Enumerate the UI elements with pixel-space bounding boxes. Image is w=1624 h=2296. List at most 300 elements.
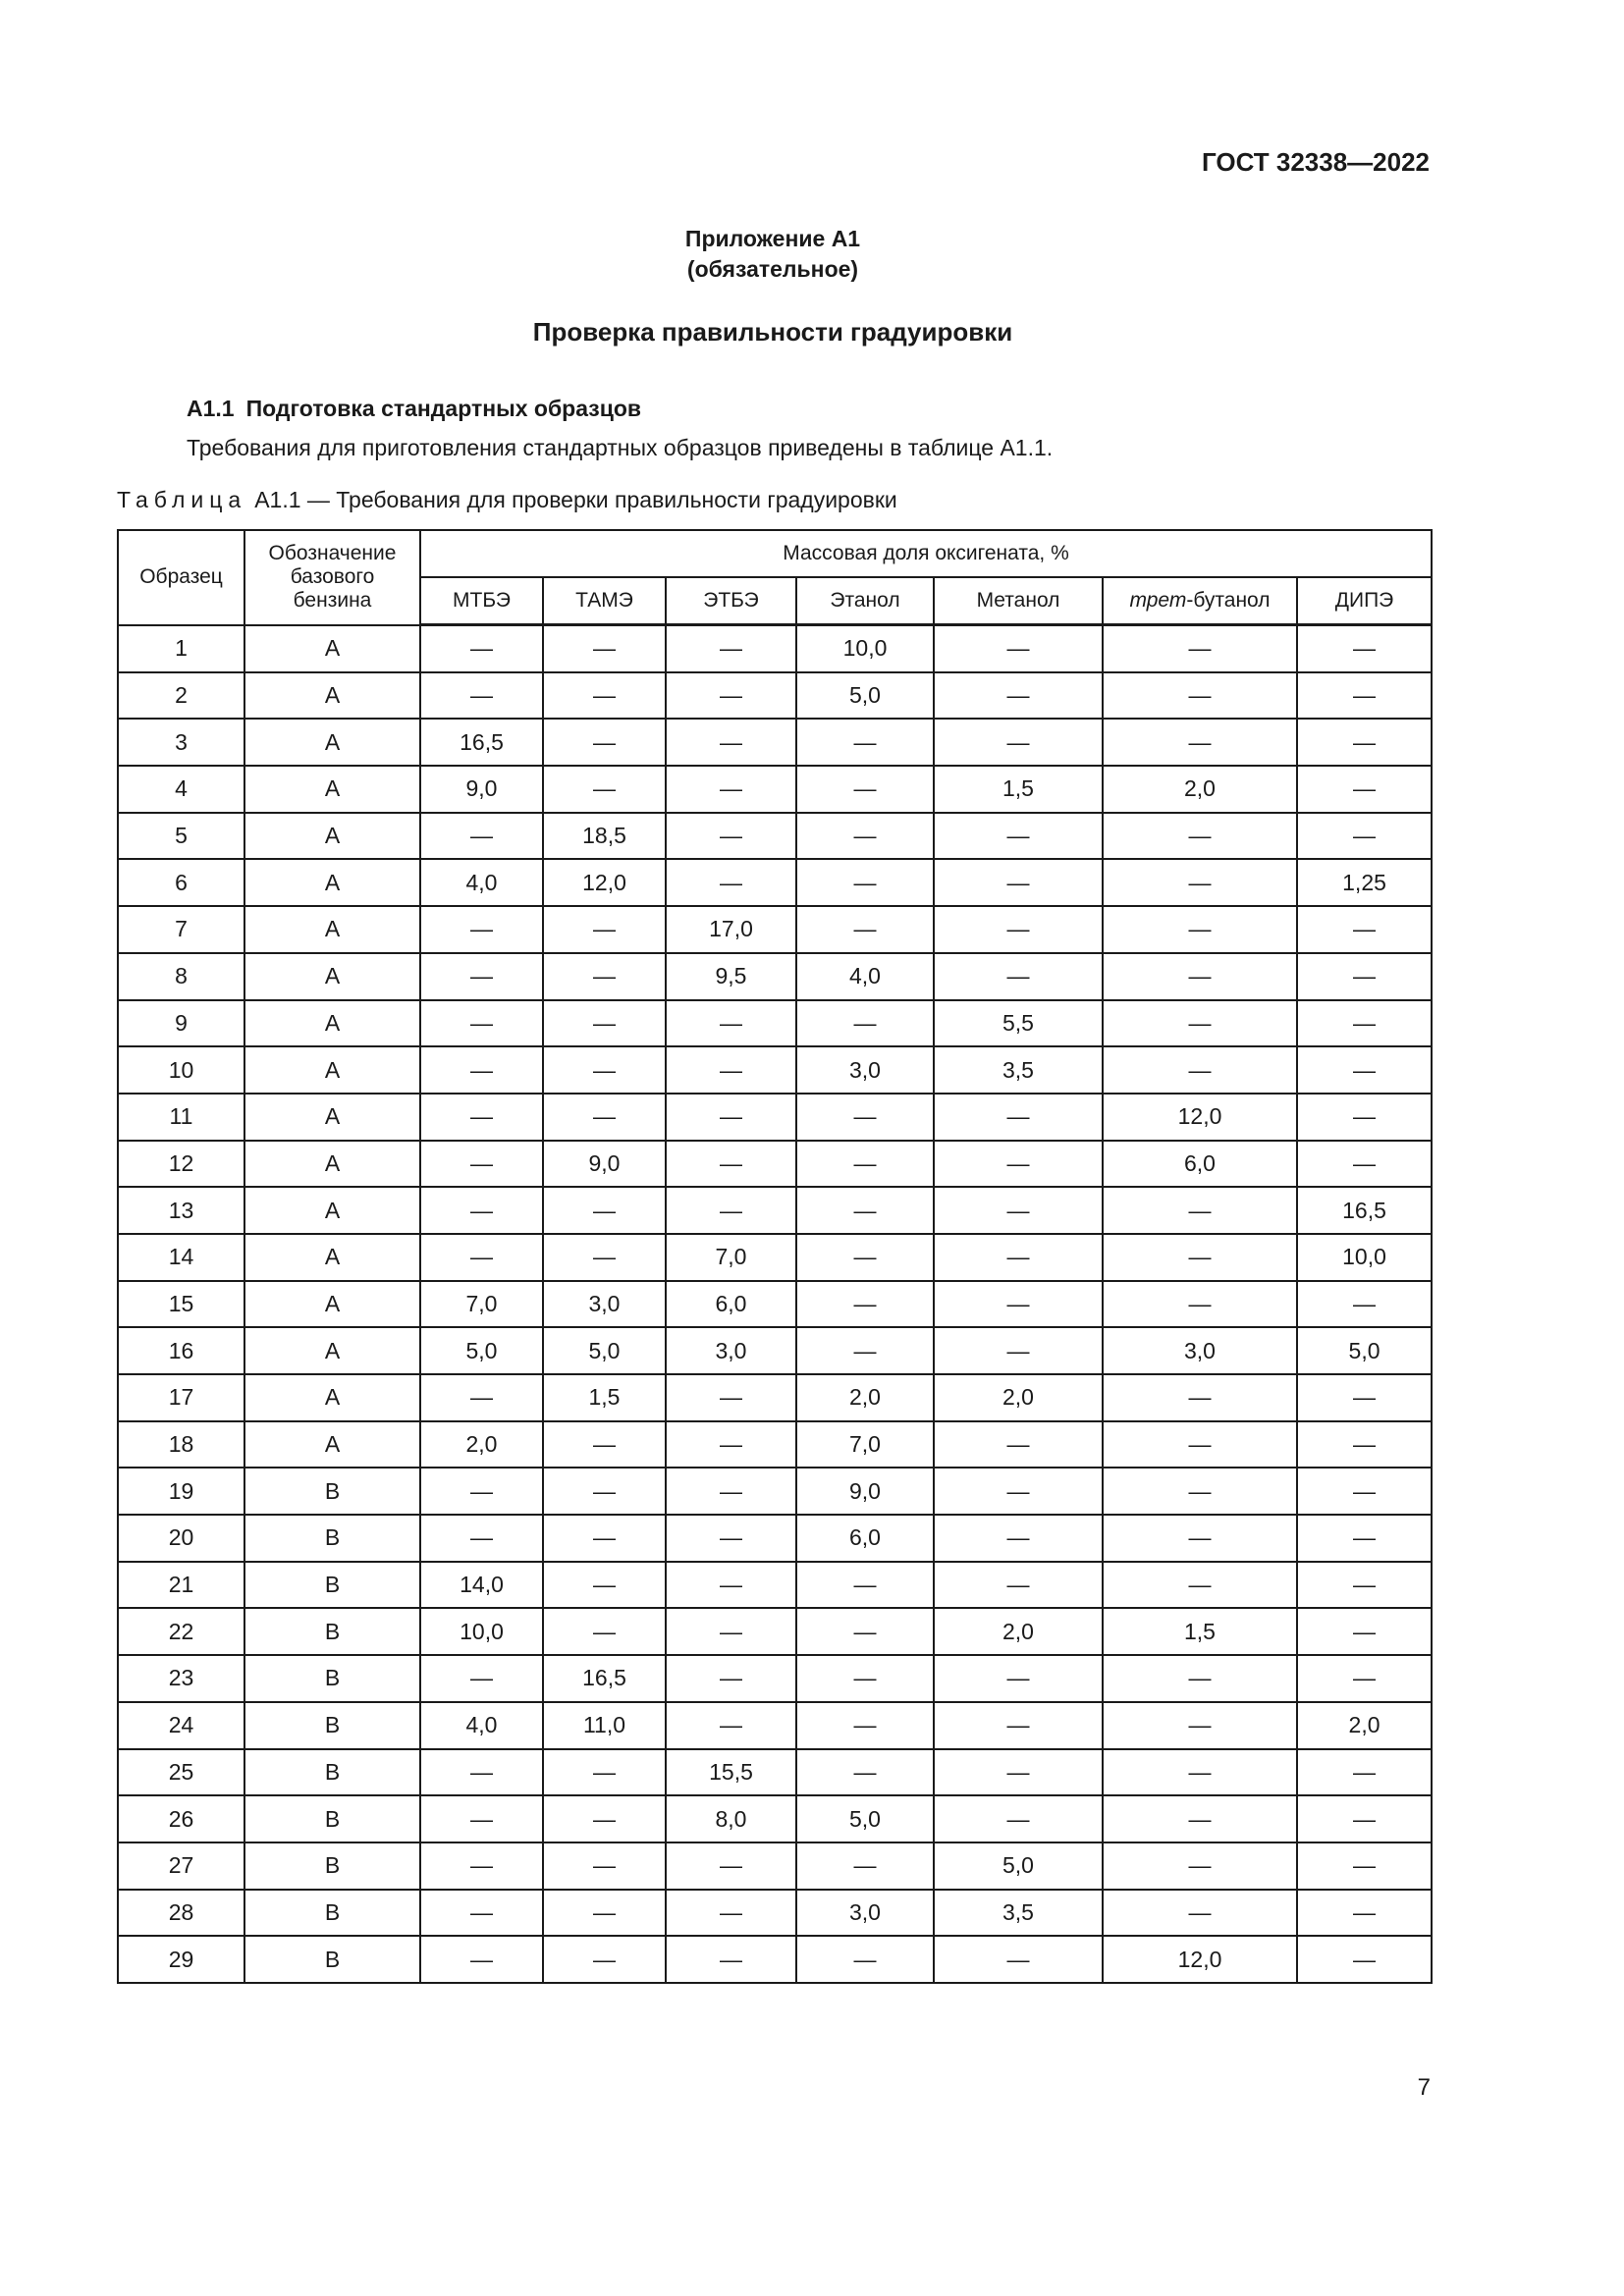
section-title: Проверка правильности градуировки bbox=[532, 317, 1013, 347]
tame-value: — bbox=[543, 719, 666, 766]
methanol-value: 3,5 bbox=[934, 1046, 1103, 1094]
tert-butanol-value: — bbox=[1103, 1281, 1297, 1328]
methanol-value: — bbox=[934, 672, 1103, 720]
header-tert-prefix: трет bbox=[1129, 589, 1187, 612]
table-caption-text: А1.1 — Требования для проверки правильности градуировки bbox=[254, 487, 897, 512]
dipe-value: 1,25 bbox=[1297, 859, 1432, 906]
table-row bbox=[118, 1749, 1432, 1796]
mtbe-value: — bbox=[420, 1234, 543, 1281]
base-gasoline: В bbox=[244, 1749, 420, 1796]
page-number: 7 bbox=[1417, 2074, 1431, 2101]
methanol-value: — bbox=[934, 1187, 1103, 1234]
tame-value: — bbox=[543, 1000, 666, 1047]
etbe-value: 6,0 bbox=[666, 1281, 796, 1328]
methanol-value: — bbox=[934, 1468, 1103, 1515]
dipe-value: — bbox=[1297, 1000, 1432, 1047]
etbe-value: — bbox=[666, 1890, 796, 1937]
sample-number: 24 bbox=[118, 1702, 244, 1749]
dipe-value: 10,0 bbox=[1297, 1234, 1432, 1281]
sample-number: 5 bbox=[118, 813, 244, 860]
methanol-value: — bbox=[934, 1421, 1103, 1468]
tert-butanol-value: 1,5 bbox=[1103, 1608, 1297, 1655]
sample-number: 3 bbox=[118, 719, 244, 766]
tame-value: 3,0 bbox=[543, 1281, 666, 1328]
dipe-value: — bbox=[1297, 1094, 1432, 1141]
base-gasoline: А bbox=[244, 672, 420, 720]
table-row bbox=[118, 1281, 1432, 1328]
table-row bbox=[118, 766, 1432, 813]
etbe-value: 15,5 bbox=[666, 1749, 796, 1796]
etbe-value: — bbox=[666, 1046, 796, 1094]
sample-number: 22 bbox=[118, 1608, 244, 1655]
dipe-value: — bbox=[1297, 1562, 1432, 1609]
mtbe-value: — bbox=[420, 1141, 543, 1188]
etbe-value: — bbox=[666, 1000, 796, 1047]
base-gasoline: А bbox=[244, 1141, 420, 1188]
subsection-heading bbox=[187, 396, 641, 422]
tert-butanol-value: — bbox=[1103, 1515, 1297, 1562]
base-gasoline: А bbox=[244, 1094, 420, 1141]
tert-butanol-value: 2,0 bbox=[1103, 766, 1297, 813]
tame-value: — bbox=[543, 1515, 666, 1562]
mtbe-value: 14,0 bbox=[420, 1562, 543, 1609]
sample-number: 16 bbox=[118, 1327, 244, 1374]
base-gasoline: А bbox=[244, 1234, 420, 1281]
mtbe-value: — bbox=[420, 813, 543, 860]
base-gasoline: А bbox=[244, 1187, 420, 1234]
methanol-value: — bbox=[934, 719, 1103, 766]
dipe-value: — bbox=[1297, 1141, 1432, 1188]
methanol-value: — bbox=[934, 1795, 1103, 1842]
tame-value: — bbox=[543, 1936, 666, 1983]
ethanol-value: — bbox=[796, 1749, 934, 1796]
tame-value: 18,5 bbox=[543, 813, 666, 860]
sample-number: 27 bbox=[118, 1842, 244, 1890]
sample-number: 18 bbox=[118, 1421, 244, 1468]
tert-butanol-value: 12,0 bbox=[1103, 1094, 1297, 1141]
methanol-value: 2,0 bbox=[934, 1608, 1103, 1655]
requirements-table bbox=[117, 529, 1433, 1984]
tert-butanol-value: — bbox=[1103, 1562, 1297, 1609]
tame-value: — bbox=[543, 1234, 666, 1281]
tert-butanol-value: — bbox=[1103, 813, 1297, 860]
base-gasoline: А bbox=[244, 813, 420, 860]
sample-number: 10 bbox=[118, 1046, 244, 1094]
mtbe-value: — bbox=[420, 1374, 543, 1421]
table-row bbox=[118, 906, 1432, 953]
table-row bbox=[118, 1655, 1432, 1702]
methanol-value: — bbox=[934, 1234, 1103, 1281]
header-tert-suffix: -бутанол bbox=[1186, 589, 1271, 612]
sample-number: 1 bbox=[118, 625, 244, 672]
tert-butanol-value: — bbox=[1103, 672, 1297, 720]
methanol-value: — bbox=[934, 1749, 1103, 1796]
tame-value: — bbox=[543, 766, 666, 813]
header-dipe: ДИПЭ bbox=[1297, 577, 1432, 625]
etbe-value: — bbox=[666, 1141, 796, 1188]
methanol-value: 1,5 bbox=[934, 766, 1103, 813]
dipe-value: 16,5 bbox=[1297, 1187, 1432, 1234]
tame-value: 9,0 bbox=[543, 1141, 666, 1188]
mtbe-value: 9,0 bbox=[420, 766, 543, 813]
methanol-value: — bbox=[934, 1094, 1103, 1141]
mtbe-value: — bbox=[420, 1468, 543, 1515]
ethanol-value: 10,0 bbox=[796, 625, 934, 672]
table-row bbox=[118, 1046, 1432, 1094]
etbe-value: — bbox=[666, 766, 796, 813]
tame-value: — bbox=[543, 1890, 666, 1937]
mtbe-value: 4,0 bbox=[420, 1702, 543, 1749]
etbe-value: 17,0 bbox=[666, 906, 796, 953]
ethanol-value: — bbox=[796, 1655, 934, 1702]
header-methanol: Метанол bbox=[934, 577, 1103, 625]
tame-value: — bbox=[543, 1795, 666, 1842]
dipe-value: — bbox=[1297, 1046, 1432, 1094]
table-row bbox=[118, 625, 1432, 672]
sample-number: 29 bbox=[118, 1936, 244, 1983]
ethanol-value: — bbox=[796, 766, 934, 813]
etbe-value: — bbox=[666, 1562, 796, 1609]
ethanol-value: — bbox=[796, 813, 934, 860]
tert-butanol-value: 3,0 bbox=[1103, 1327, 1297, 1374]
mtbe-value: — bbox=[420, 672, 543, 720]
mtbe-value: 4,0 bbox=[420, 859, 543, 906]
methanol-value: — bbox=[934, 1936, 1103, 1983]
dipe-value: — bbox=[1297, 813, 1432, 860]
table-body bbox=[118, 625, 1432, 1983]
dipe-value: — bbox=[1297, 1421, 1432, 1468]
tert-butanol-value: — bbox=[1103, 1468, 1297, 1515]
etbe-value: 9,5 bbox=[666, 953, 796, 1000]
tert-butanol-value: — bbox=[1103, 906, 1297, 953]
methanol-value: — bbox=[934, 1141, 1103, 1188]
tame-value: 12,0 bbox=[543, 859, 666, 906]
table-row bbox=[118, 1795, 1432, 1842]
mtbe-value: — bbox=[420, 1655, 543, 1702]
table-row bbox=[118, 1608, 1432, 1655]
dipe-value: 5,0 bbox=[1297, 1327, 1432, 1374]
tame-value: — bbox=[543, 953, 666, 1000]
sample-number: 23 bbox=[118, 1655, 244, 1702]
sample-number: 14 bbox=[118, 1234, 244, 1281]
mtbe-value: — bbox=[420, 1000, 543, 1047]
dipe-value: — bbox=[1297, 1281, 1432, 1328]
tert-butanol-value: — bbox=[1103, 1795, 1297, 1842]
dipe-value: — bbox=[1297, 1842, 1432, 1890]
sample-number: 6 bbox=[118, 859, 244, 906]
table-row bbox=[118, 719, 1432, 766]
table-row bbox=[118, 1421, 1432, 1468]
tert-butanol-value: — bbox=[1103, 1187, 1297, 1234]
ethanol-value: — bbox=[796, 859, 934, 906]
tame-value: — bbox=[543, 1094, 666, 1141]
table-row bbox=[118, 953, 1432, 1000]
table-row bbox=[118, 1374, 1432, 1421]
methanol-value: 3,5 bbox=[934, 1890, 1103, 1937]
ethanol-value: — bbox=[796, 1281, 934, 1328]
tame-value: 11,0 bbox=[543, 1702, 666, 1749]
ethanol-value: 3,0 bbox=[796, 1046, 934, 1094]
dipe-value: — bbox=[1297, 625, 1432, 672]
methanol-value: — bbox=[934, 813, 1103, 860]
appendix-title: Приложение А1 bbox=[684, 226, 861, 251]
tert-butanol-value: — bbox=[1103, 1702, 1297, 1749]
appendix-heading bbox=[0, 224, 1545, 285]
etbe-value: — bbox=[666, 1655, 796, 1702]
base-gasoline: А bbox=[244, 1421, 420, 1468]
methanol-value: — bbox=[934, 1281, 1103, 1328]
sample-number: 28 bbox=[118, 1890, 244, 1937]
ethanol-value: — bbox=[796, 1187, 934, 1234]
sample-number: 7 bbox=[118, 906, 244, 953]
header-mass-fraction: Массовая доля оксигената, % bbox=[420, 530, 1432, 577]
subsection-text: Требования для приготовления стандартных образцов приведены в таблице А1.1. bbox=[187, 435, 1054, 460]
tert-butanol-value: — bbox=[1103, 1046, 1297, 1094]
etbe-value: — bbox=[666, 1421, 796, 1468]
table-row bbox=[118, 859, 1432, 906]
tert-butanol-value: — bbox=[1103, 953, 1297, 1000]
etbe-value: — bbox=[666, 1187, 796, 1234]
ethanol-value: 5,0 bbox=[796, 1795, 934, 1842]
dipe-value: — bbox=[1297, 1374, 1432, 1421]
base-gasoline: А bbox=[244, 766, 420, 813]
methanol-value: — bbox=[934, 1515, 1103, 1562]
base-gasoline: В bbox=[244, 1655, 420, 1702]
mtbe-value: — bbox=[420, 1749, 543, 1796]
methanol-value: 5,0 bbox=[934, 1842, 1103, 1890]
base-gasoline: В bbox=[244, 1890, 420, 1937]
ethanol-value: 6,0 bbox=[796, 1515, 934, 1562]
ethanol-value: 9,0 bbox=[796, 1468, 934, 1515]
methanol-value: — bbox=[934, 953, 1103, 1000]
dipe-value: — bbox=[1297, 953, 1432, 1000]
etbe-value: — bbox=[666, 1936, 796, 1983]
table-row bbox=[118, 1842, 1432, 1890]
methanol-value: 2,0 bbox=[934, 1374, 1103, 1421]
tame-value: — bbox=[543, 1187, 666, 1234]
tert-butanol-value: — bbox=[1103, 1421, 1297, 1468]
appendix-status: (обязательное) bbox=[686, 256, 859, 282]
table-row bbox=[118, 1000, 1432, 1047]
ethanol-value: 4,0 bbox=[796, 953, 934, 1000]
methanol-value: — bbox=[934, 859, 1103, 906]
base-gasoline: А bbox=[244, 625, 420, 672]
sample-number: 12 bbox=[118, 1141, 244, 1188]
etbe-value: 3,0 bbox=[666, 1327, 796, 1374]
mtbe-value: 7,0 bbox=[420, 1281, 543, 1328]
ethanol-value: — bbox=[796, 719, 934, 766]
etbe-value: 7,0 bbox=[666, 1234, 796, 1281]
table-row bbox=[118, 672, 1432, 720]
dipe-value: — bbox=[1297, 1655, 1432, 1702]
dipe-value: — bbox=[1297, 1795, 1432, 1842]
ethanol-value: 2,0 bbox=[796, 1374, 934, 1421]
mtbe-value: — bbox=[420, 1515, 543, 1562]
tert-butanol-value: — bbox=[1103, 1374, 1297, 1421]
ethanol-value: — bbox=[796, 1562, 934, 1609]
tame-value: — bbox=[543, 906, 666, 953]
mtbe-value: — bbox=[420, 1936, 543, 1983]
tert-butanol-value: 6,0 bbox=[1103, 1141, 1297, 1188]
table-row bbox=[118, 1515, 1432, 1562]
etbe-value: — bbox=[666, 1094, 796, 1141]
tame-value: — bbox=[543, 1608, 666, 1655]
tame-value: — bbox=[543, 1421, 666, 1468]
table-caption-label: Таблица bbox=[117, 487, 247, 512]
tame-value: — bbox=[543, 672, 666, 720]
base-gasoline: А bbox=[244, 1000, 420, 1047]
tert-butanol-value: — bbox=[1103, 1842, 1297, 1890]
tert-butanol-value: — bbox=[1103, 1234, 1297, 1281]
mtbe-value: — bbox=[420, 1842, 543, 1890]
header-etbe: ЭТБЭ bbox=[666, 577, 796, 625]
tert-butanol-value: — bbox=[1103, 625, 1297, 672]
dipe-value: — bbox=[1297, 672, 1432, 720]
tert-butanol-value: — bbox=[1103, 1000, 1297, 1047]
mtbe-value: 16,5 bbox=[420, 719, 543, 766]
etbe-value: — bbox=[666, 1842, 796, 1890]
tame-value: — bbox=[543, 1046, 666, 1094]
table-row bbox=[118, 1468, 1432, 1515]
ethanol-value: — bbox=[796, 1702, 934, 1749]
subsection-number: А1.1 bbox=[187, 396, 235, 421]
dipe-value: — bbox=[1297, 1936, 1432, 1983]
base-gasoline: А bbox=[244, 1281, 420, 1328]
mtbe-value: 10,0 bbox=[420, 1608, 543, 1655]
methanol-value: — bbox=[934, 1702, 1103, 1749]
mtbe-value: — bbox=[420, 1890, 543, 1937]
table-caption bbox=[117, 487, 897, 513]
dipe-value: — bbox=[1297, 766, 1432, 813]
sample-number: 8 bbox=[118, 953, 244, 1000]
dipe-value: — bbox=[1297, 1608, 1432, 1655]
methanol-value: — bbox=[934, 1562, 1103, 1609]
sample-number: 15 bbox=[118, 1281, 244, 1328]
ethanol-value: — bbox=[796, 906, 934, 953]
sample-number: 26 bbox=[118, 1795, 244, 1842]
etbe-value: 8,0 bbox=[666, 1795, 796, 1842]
mtbe-value: — bbox=[420, 953, 543, 1000]
table-row bbox=[118, 1936, 1432, 1983]
base-gasoline: В bbox=[244, 1515, 420, 1562]
tame-value: 5,0 bbox=[543, 1327, 666, 1374]
etbe-value: — bbox=[666, 1515, 796, 1562]
table-row bbox=[118, 1327, 1432, 1374]
table-row bbox=[118, 1141, 1432, 1188]
methanol-value: 5,5 bbox=[934, 1000, 1103, 1047]
etbe-value: — bbox=[666, 813, 796, 860]
table-row bbox=[118, 1234, 1432, 1281]
header-ethanol: Этанол bbox=[796, 577, 934, 625]
etbe-value: — bbox=[666, 672, 796, 720]
standard-code: ГОСТ 32338—2022 bbox=[1202, 147, 1430, 177]
tert-butanol-value: — bbox=[1103, 859, 1297, 906]
dipe-value: — bbox=[1297, 1890, 1432, 1937]
header-tert-butanol bbox=[1103, 577, 1297, 625]
header-sample: Образец bbox=[118, 530, 244, 625]
ethanol-value: 3,0 bbox=[796, 1890, 934, 1937]
dipe-value: 2,0 bbox=[1297, 1702, 1432, 1749]
table-row bbox=[118, 1890, 1432, 1937]
mtbe-value: — bbox=[420, 1046, 543, 1094]
mtbe-value: — bbox=[420, 1094, 543, 1141]
base-gasoline: В bbox=[244, 1795, 420, 1842]
tert-butanol-value: — bbox=[1103, 1749, 1297, 1796]
ethanol-value: — bbox=[796, 1234, 934, 1281]
table-row bbox=[118, 1562, 1432, 1609]
tert-butanol-value: — bbox=[1103, 1655, 1297, 1702]
tame-value: — bbox=[543, 625, 666, 672]
etbe-value: — bbox=[666, 625, 796, 672]
dipe-value: — bbox=[1297, 906, 1432, 953]
base-gasoline: А bbox=[244, 906, 420, 953]
base-gasoline: В bbox=[244, 1842, 420, 1890]
sample-number: 20 bbox=[118, 1515, 244, 1562]
ethanol-value: — bbox=[796, 1327, 934, 1374]
sample-number: 4 bbox=[118, 766, 244, 813]
etbe-value: — bbox=[666, 719, 796, 766]
tert-butanol-value: 12,0 bbox=[1103, 1936, 1297, 1983]
base-gasoline: В bbox=[244, 1936, 420, 1983]
methanol-value: — bbox=[934, 625, 1103, 672]
header-tame: ТАМЭ bbox=[543, 577, 666, 625]
table-row bbox=[118, 1702, 1432, 1749]
methanol-value: — bbox=[934, 906, 1103, 953]
sample-number: 19 bbox=[118, 1468, 244, 1515]
tame-value: 1,5 bbox=[543, 1374, 666, 1421]
base-gasoline: В bbox=[244, 1608, 420, 1655]
methanol-value: — bbox=[934, 1327, 1103, 1374]
subsection-title: Подготовка стандартных образцов bbox=[245, 396, 642, 421]
ethanol-value: — bbox=[796, 1936, 934, 1983]
ethanol-value: — bbox=[796, 1094, 934, 1141]
etbe-value: — bbox=[666, 1608, 796, 1655]
base-gasoline: А bbox=[244, 953, 420, 1000]
mtbe-value: 2,0 bbox=[420, 1421, 543, 1468]
mtbe-value: — bbox=[420, 1795, 543, 1842]
sample-number: 13 bbox=[118, 1187, 244, 1234]
base-gasoline: А bbox=[244, 1327, 420, 1374]
ethanol-value: — bbox=[796, 1608, 934, 1655]
ethanol-value: — bbox=[796, 1842, 934, 1890]
tert-butanol-value: — bbox=[1103, 719, 1297, 766]
ethanol-value: — bbox=[796, 1141, 934, 1188]
table-row bbox=[118, 1094, 1432, 1141]
dipe-value: — bbox=[1297, 1515, 1432, 1562]
sample-number: 21 bbox=[118, 1562, 244, 1609]
ethanol-value: — bbox=[796, 1000, 934, 1047]
base-gasoline: А bbox=[244, 859, 420, 906]
dipe-value: — bbox=[1297, 1468, 1432, 1515]
base-gasoline: В bbox=[244, 1468, 420, 1515]
dipe-value: — bbox=[1297, 719, 1432, 766]
base-gasoline: А bbox=[244, 1374, 420, 1421]
etbe-value: — bbox=[666, 1374, 796, 1421]
base-gasoline: А bbox=[244, 1046, 420, 1094]
mtbe-value: — bbox=[420, 1187, 543, 1234]
tame-value: — bbox=[543, 1562, 666, 1609]
base-gasoline: А bbox=[244, 719, 420, 766]
dipe-value: — bbox=[1297, 1749, 1432, 1796]
tame-value: — bbox=[543, 1749, 666, 1796]
header-mtbe: МТБЭ bbox=[420, 577, 543, 625]
etbe-value: — bbox=[666, 1702, 796, 1749]
table-row bbox=[118, 813, 1432, 860]
tert-butanol-value: — bbox=[1103, 1890, 1297, 1937]
mtbe-value: — bbox=[420, 906, 543, 953]
tame-value: 16,5 bbox=[543, 1655, 666, 1702]
ethanol-value: 5,0 bbox=[796, 672, 934, 720]
